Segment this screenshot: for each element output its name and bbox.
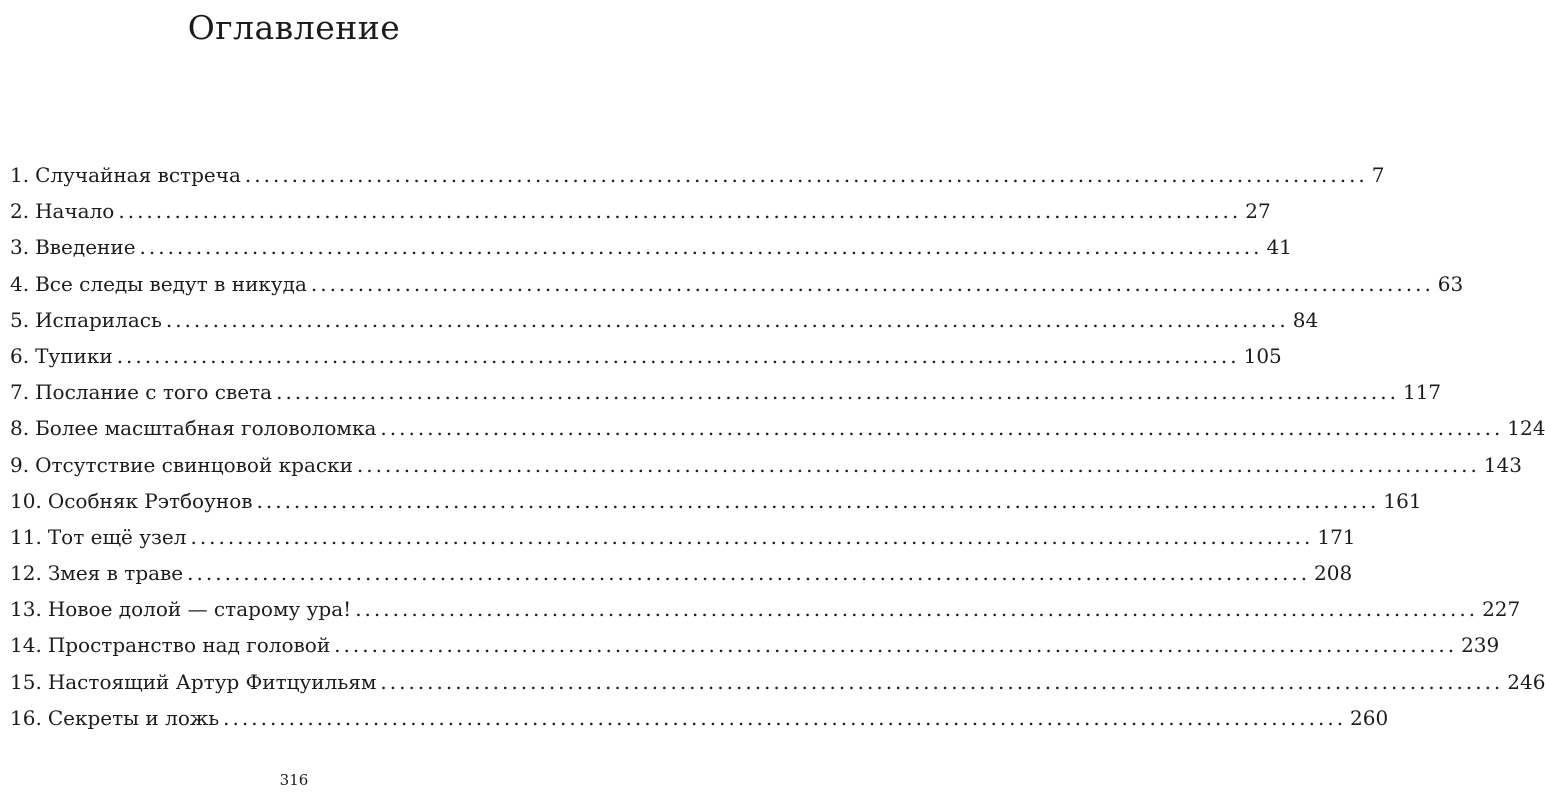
toc-leader-dots: ........................................................................................................................ (276, 380, 1399, 405)
toc-entry-title: Случайная встреча (35, 163, 241, 187)
toc-entry-number: 4. (10, 271, 30, 296)
page-number: 316 (279, 771, 309, 789)
toc-entry-title: Пространство над головой (47, 633, 331, 658)
toc-leader-dots: ........................................................................................................................ (256, 488, 1380, 513)
toc-entry-number: 5. (10, 307, 30, 332)
toc-entry-title: Тупики (35, 343, 113, 368)
toc-entry-title: Все следы ведут в никуда (35, 271, 307, 296)
toc-entry (10, 302, 1319, 338)
toc-entry-page: 260 (1350, 705, 1389, 730)
toc-leader-dots: ........................................................................................................................ (380, 416, 1504, 441)
toc-entry-title: Секреты и ложь (47, 705, 220, 730)
toc-entry-title: Настоящий Артур Фитцуильям (47, 669, 377, 694)
toc-entry-page: 7 (1371, 163, 1385, 187)
toc-entry (10, 627, 1500, 663)
toc-entry-title: Тот ещё узел (47, 524, 187, 549)
toc-entry-title: Испарилась (35, 307, 162, 332)
toc-leader-dots: ........................................................................................................................ (187, 561, 1311, 586)
toc-entry-page: 41 (1266, 235, 1292, 260)
toc-entry-number: 15. (10, 669, 42, 694)
toc-entry-number: 7. (10, 380, 30, 405)
toc-entry-page: 124 (1507, 416, 1545, 441)
toc-entry-title: Особняк Рэтбоунов (47, 488, 253, 513)
toc-entry-number: 9. (10, 452, 30, 477)
toc-entry-page: 227 (1482, 597, 1521, 622)
toc-entry-title: Введение (35, 235, 136, 260)
toc-leader-dots: ........................................................................................................................ (244, 163, 1368, 187)
toc-leader-dots: ........................................................................................................................ (116, 343, 1240, 368)
toc-entry-number: 10. (10, 488, 42, 513)
toc-entry (10, 157, 1385, 193)
toc-entry (10, 664, 1545, 700)
toc-entry-page: 161 (1383, 488, 1422, 513)
toc-leader-dots: ........................................................................................................................ (334, 633, 1458, 658)
toc-entry-page: 117 (1402, 380, 1442, 405)
toc-entry-title: Начало (35, 199, 115, 224)
toc-entry (10, 700, 1389, 736)
toc-leader-dots: ........................................................................................................................ (223, 705, 1347, 730)
toc-entry-number: 3. (10, 235, 30, 260)
toc-entry-page: 171 (1317, 524, 1356, 549)
toc-entry (10, 338, 1282, 374)
toc-entry (10, 410, 1545, 446)
toc-entry-page: 239 (1461, 633, 1500, 658)
toc-leader-dots: ........................................................................................................................ (190, 524, 1314, 549)
toc-entry-page: 84 (1292, 307, 1319, 332)
toc-entry (10, 374, 1442, 410)
toc-entry-page: 143 (1483, 452, 1522, 477)
toc-entry-number: 8. (10, 416, 30, 441)
toc-entry-title: Послание с того света (35, 380, 273, 405)
toc-entry (10, 447, 1522, 483)
toc-entry-page: 105 (1243, 343, 1282, 368)
table-of-contents (10, 157, 1545, 736)
toc-entry-page: 63 (1437, 271, 1464, 296)
toc-entry-number: 14. (10, 633, 42, 658)
toc-entry-title: Более масштабная головоломка (35, 416, 377, 441)
toc-entry (10, 519, 1356, 555)
toc-leader-dots: ........................................................................................................................ (355, 597, 1479, 622)
toc-leader-dots: ........................................................................................................................ (139, 235, 1263, 260)
toc-entry-number: 6. (10, 343, 30, 368)
toc-entry-number: 11. (10, 524, 42, 549)
toc-leader-dots: ........................................................................................................................ (118, 199, 1242, 224)
toc-entry-title: Змея в траве (47, 561, 184, 586)
toc-entry (10, 266, 1464, 302)
toc-entry-number: 13. (10, 597, 42, 622)
page-title: Оглавление (187, 8, 401, 47)
toc-entry-number: 2. (10, 199, 30, 224)
toc-entry-page: 27 (1245, 199, 1271, 224)
toc-entry-title: Новое долой — старому ура! (47, 597, 352, 622)
toc-entry (10, 555, 1353, 591)
toc-entry (10, 483, 1422, 519)
toc-entry-number: 16. (10, 705, 42, 730)
toc-leader-dots: ........................................................................................................................ (310, 271, 1434, 296)
toc-leader-dots: ........................................................................................................................ (356, 452, 1480, 477)
toc-leader-dots: ........................................................................................................................ (380, 669, 1504, 694)
toc-entry (10, 229, 1292, 265)
toc-entry (10, 193, 1271, 229)
toc-entry (10, 591, 1521, 627)
toc-entry-number: 12. (10, 561, 42, 586)
toc-entry-number: 1. (10, 163, 30, 187)
toc-entry-page: 246 (1507, 669, 1545, 694)
toc-entry-title: Отсутствие свинцовой краски (35, 452, 353, 477)
toc-leader-dots: ........................................................................................................................ (165, 307, 1289, 332)
toc-entry-page: 208 (1314, 561, 1353, 586)
